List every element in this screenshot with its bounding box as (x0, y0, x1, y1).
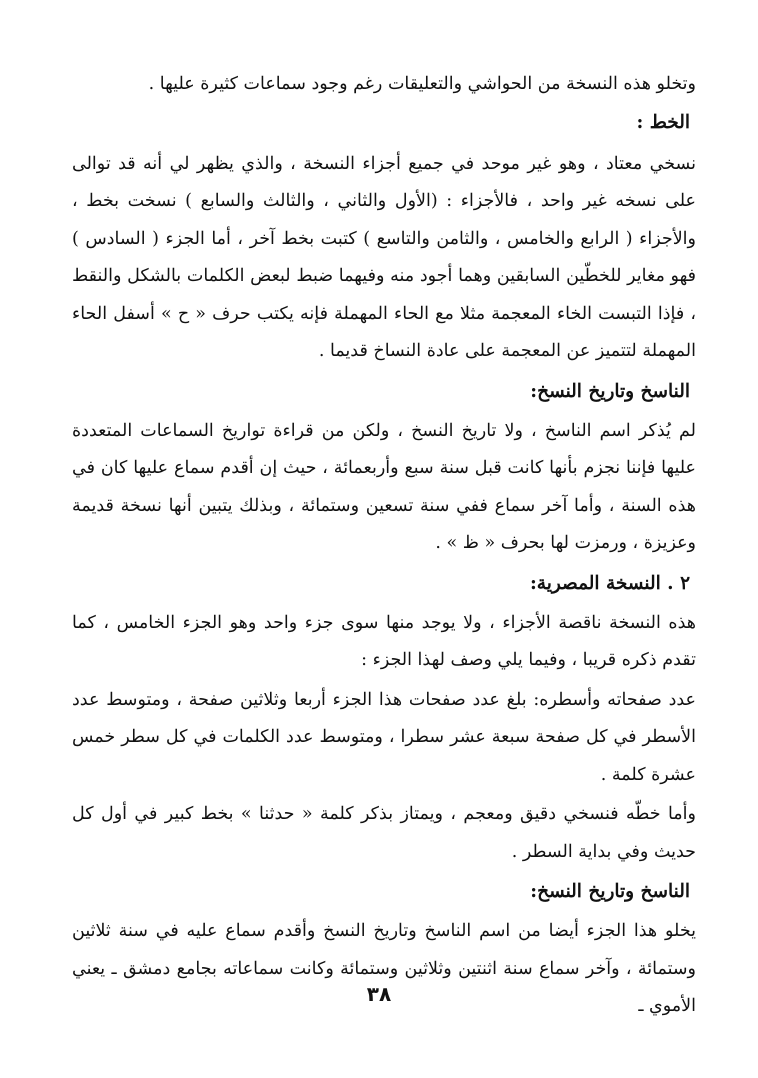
page-number: ٣٨ (366, 982, 392, 1006)
paragraph-handwriting: وأما خطّه فنسخي دقيق ومعجم ، ويمتاز بذكر كلمة « حدثنا » بخط كبير في أول كل حديث وفي بداية السطر . (72, 804, 696, 862)
heading-egyptian-copy: ٢ . النسخة المصرية: (529, 572, 690, 594)
heading-copyist: الناسخ وتاريخ النسخ: (530, 380, 690, 402)
paragraph-page-count: عدد صفحاته وأسطره: بلغ عدد صفحات هذا الجزء أربعا وثلاثين صفحة ، ومتوسط عدد الأسطر في كل صفحة سبعة عشر سطرا ، ومتوسط عدد الكلمات في كل سطر خمس عشرة كلمة . (72, 689, 696, 785)
paragraph-egyptian-copy: هذه النسخة ناقصة الأجزاء ، ولا يوجد منها سوى جزء واحد وهو الجزء الخامس ، كما تقدم ذكره قريبا ، وفيما يلي وصف لهذا الجزء : (72, 612, 696, 670)
paragraph-script: نسخي معتاد ، وهو غير موحد في جميع أجزاء النسخة ، والذي يظهر لي أنه قد توالى على نسخه غير واحد ، فالأجزاء : (الأول والثاني ، والثالث والسابع ) نسخت بخط ، والأجزاء ( الرابع والخامس ، والثامن والتاسع ) كتبت بخط آخر ، أما الجزء ( السادس ) فهو مغاير للخطّين السابقين وهما أجود منه وفيهما ضبط لبعض الكلمات بالشكل والنقط ، فإذا التبست الخاء المعجمة مثلا مع الحاء المهملة فإنه يكتب حرف « ح » أسفل الحاء المهملة لتتميز عن المعجمة على عادة النساخ قديما . (72, 153, 696, 361)
paragraph-copyist: لم يُذكر اسم الناسخ ، ولا تاريخ النسخ ، ولكن من قراءة تواريخ السماعات المتعددة عليها فإننا نجزم بأنها كانت قبل سنة سبع وأربعمائة ، حيث إن أقدم سماع عليها كان في هذه السنة ، وأما آخر سماع ففي سنة تسعين وستمائة ، وبذلك يتبين أنها نسخة قديمة وعزيزة ، ورمزت لها بحرف « ظ » . (72, 420, 696, 553)
heading-copyist-2: الناسخ وتاريخ النسخ: (530, 881, 690, 902)
paragraph-intro: وتخلو هذه النسخة من الحواشي والتعليقات رغم وجود سماعات كثيرة عليها . (148, 74, 696, 94)
paragraph-copyist-2: يخلو هذا الجزء أيضا من اسم الناسخ وتاريخ النسخ وأقدم سماع عليه في سنة ثلاثين وستمائة ، وآخر سماع سنة اثنتين وثلاثين وستمائة وكانت سماعاته بجامع دمشق ـ يعني الأموي ـ (72, 921, 696, 1016)
heading-script: الخط : (636, 111, 690, 133)
